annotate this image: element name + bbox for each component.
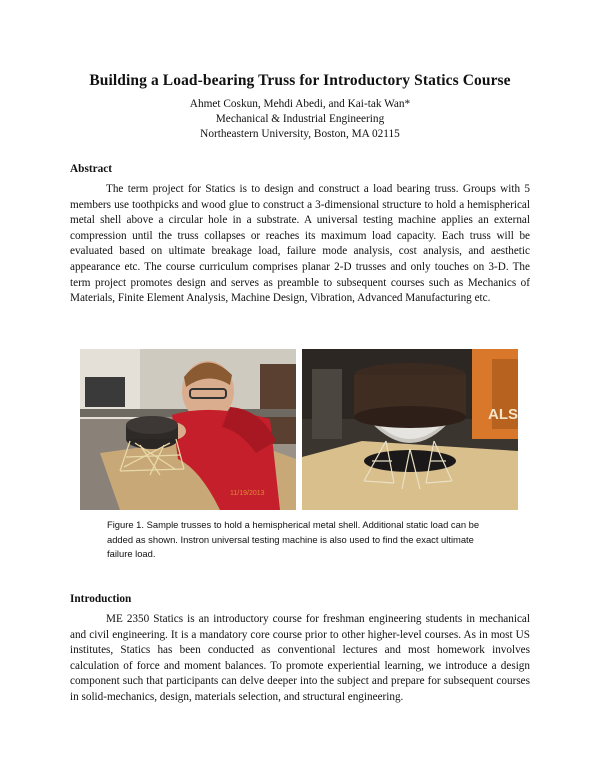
paper-title: Building a Load-bearing Truss for Introductory Statics Course <box>89 72 511 89</box>
photo2-background-text: ALS <box>488 406 518 423</box>
introduction-heading: Introduction <box>70 593 132 605</box>
figure-photo-truss-closeup <box>302 349 518 510</box>
abstract-text: The term project for Statics is to design and construct a load bearing truss. Groups with 5 members use toothpicks and wood glue to construct a 3-dimensional structure to hold a hemispherical metal shell above a circular hole in a substrate. A universal testing machine applies an external compression until the truss collapses or reaches its maximum load capacity. Each truss will be evaluated based on ultimate breakage load, failure mode analysis, cost analysis, and aesthetic appearance etc. The course curriculum comprises planar 2-D trusses and only touches on 3-D. The term project promotes design and serves as preamble to subsequent courses such as Mechanics of Materials, Finite Element Analysis, Machine Design, Vibration, Advanced Manufacturing etc. <box>70 183 530 305</box>
author-list: Ahmet Coskun, Mehdi Abedi, and Kai-tak Wan* <box>189 98 411 110</box>
affiliation-department: Mechanical & Industrial Engineering <box>215 113 385 125</box>
figure-caption: Figure 1. Sample trusses to hold a hemispherical metal shell. Additional static load can be added as shown. Instron universal testing machine is also used to find the exact ultimate failure load. <box>107 519 480 559</box>
affiliation-university: Northeastern University, Boston, MA 02115 <box>200 128 400 140</box>
photo1-timestamp: 11/19/2013 <box>230 490 265 497</box>
figure-photo-student-truss <box>80 349 296 510</box>
introduction-text: ME 2350 Statics is an introductory course for freshman engineering students in mechanical and civil engineering. It is a mandatory core course prior to other higher-level courses. As in most US institutes, Statics has been conducted as conventional lectures and most homework involves calculation of force and moment balances. To promote experiential learning, we introduce a design component such that participants can delve deeper into the subject and prepare for subsequent courses in solid-mechanics, design, materials selection, and structural engineering. <box>70 613 530 703</box>
abstract-heading: Abstract <box>70 163 113 175</box>
